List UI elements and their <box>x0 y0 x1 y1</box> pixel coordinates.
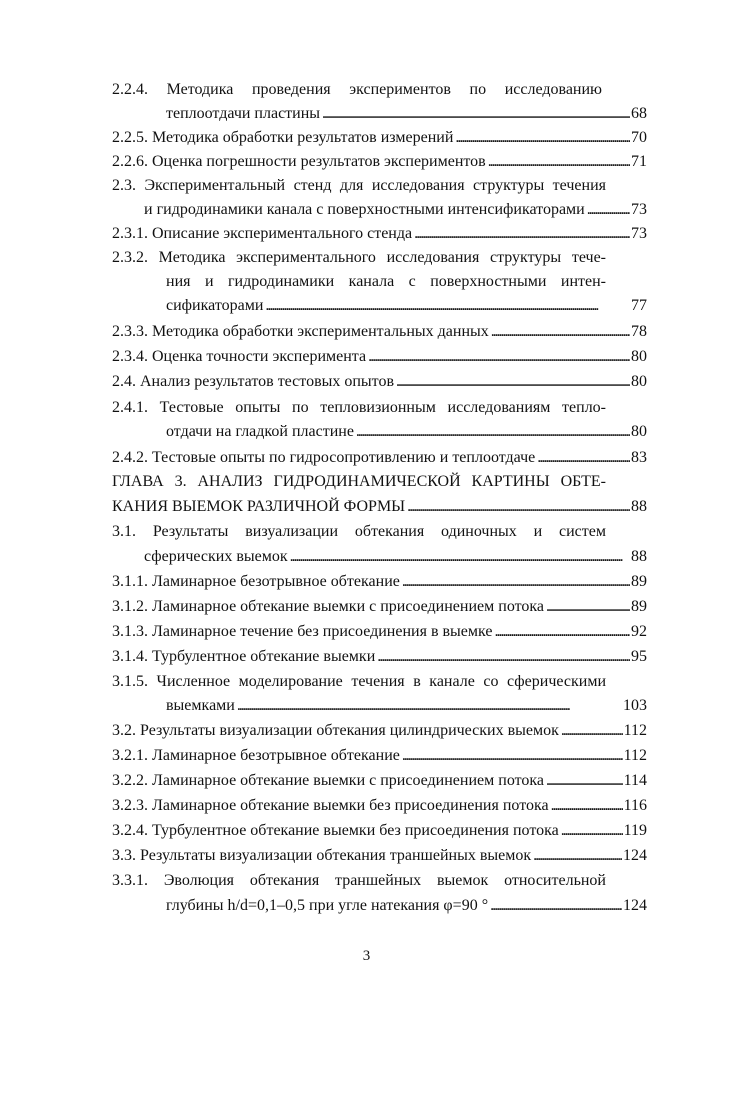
dot-leader <box>265 294 630 318</box>
toc-entry-text: КАНИЯ ВЫЕМОК РАЗЛИЧНОЙ ФОРМЫ <box>112 498 406 515</box>
dot-leader <box>546 769 623 793</box>
toc-page-number: 114 <box>623 772 647 789</box>
toc-entry-text: 2.2.6. Оценка погрешности результатов экспериментов <box>112 153 486 170</box>
toc-page-number: 80 <box>631 373 647 390</box>
toc-entry-2-4-1-line1: 2.4.1. Тестовые опыты по тепловизионным исследованиям тепло- <box>112 399 606 416</box>
toc-entry-3-1-1 <box>112 570 647 594</box>
toc-entry-3-3-1-line1: 3.3.1. Эволюция обтекания траншейных выемок относительной <box>112 872 606 889</box>
toc-entry-3-2 <box>112 719 647 743</box>
toc-entry-3-2-4 <box>112 819 647 843</box>
dot-leader <box>587 198 630 222</box>
toc-page-number: 78 <box>631 323 647 340</box>
toc-page-number: 80 <box>631 423 647 440</box>
dot-leader <box>356 420 630 444</box>
toc-entry-text: 3.2.2. Ламинарное обтекание выемки с присоединением потока <box>112 772 545 789</box>
toc-entry-text: сферических выемок <box>144 548 288 565</box>
dot-leader <box>537 446 630 470</box>
toc-entry-3-1-3 <box>112 620 647 644</box>
toc-entry-text: 3.1.1. Ламинарное безотрывное обтекание <box>112 573 400 590</box>
toc-entry-text: 3.2.1. Ламинарное безотрывное обтекание <box>112 747 400 764</box>
toc-entry-text: теплоотдачи пластины <box>166 105 321 122</box>
toc-entry-3-1-5-line1: 3.1.5. Численное моделирование течения в канале со сферическими <box>112 673 606 690</box>
toc-entry-3-2-3 <box>112 794 647 818</box>
dot-leader <box>488 150 630 174</box>
toc-entry-3-2-1 <box>112 744 647 768</box>
toc-page-number: 112 <box>623 747 647 764</box>
dot-leader <box>290 545 630 569</box>
toc-page-number: 80 <box>631 348 647 365</box>
toc-entry-3-1-5-line2 <box>166 694 647 718</box>
dot-leader <box>455 126 630 150</box>
toc-entry-2-4 <box>112 370 647 394</box>
dot-leader <box>368 345 630 369</box>
page-number: 3 <box>362 948 371 964</box>
toc-entry-text: 3.3. Результаты визуализации обтекания траншейных выемок <box>112 847 532 864</box>
toc-page-number: 103 <box>623 697 647 714</box>
toc-page-number: 92 <box>631 623 647 640</box>
toc-entry-text: 2.3.1. Описание экспериментального стенда <box>112 225 413 242</box>
toc-page-number: 95 <box>631 648 647 665</box>
dot-leader <box>546 595 630 619</box>
toc-entry-2-3-2-line1: 2.3.2. Методика экспериментального исследования структуры тече- <box>112 249 606 266</box>
dot-leader <box>533 844 622 868</box>
dot-leader <box>402 744 623 768</box>
toc-entry-2-3-2-line3 <box>166 294 647 318</box>
toc-page-number: 77 <box>631 297 647 314</box>
toc-entry-text: 3.1.3. Ламинарное течение без присоединения в выемке <box>112 623 493 640</box>
dot-leader <box>322 102 630 126</box>
toc-page-number: 124 <box>623 897 647 914</box>
toc-page-number: 71 <box>631 153 647 170</box>
toc-entry-text: 2.4. Анализ результатов тестовых опытов <box>112 373 395 390</box>
toc-entry-text: 2.4.2. Тестовые опыты по гидросопротивлению и теплоотдаче <box>112 449 536 466</box>
toc-entry-3-1-line2 <box>144 545 647 569</box>
toc-entry-2-3-3 <box>112 320 647 344</box>
toc-entry-2-3-1 <box>112 222 647 246</box>
toc-entry-3-1-4 <box>112 645 647 669</box>
toc-entry-3-1-line1: 3.1. Результаты визуализации обтекания одиночных и систем <box>112 523 606 540</box>
toc-entry-text: 3.1.2. Ламинарное обтекание выемки с присоединением потока <box>112 598 545 615</box>
toc-page-number: 88 <box>631 498 647 515</box>
dot-leader <box>495 620 630 644</box>
toc-chapter-3-line1: ГЛАВА 3. АНАЛИЗ ГИДРОДИНАМИЧЕСКОЙ КАРТИНЫ ОБТЕ- <box>112 473 606 490</box>
toc-entry-2-2-4-line2 <box>166 102 647 126</box>
toc-entry-text: сификаторами <box>166 297 264 314</box>
toc-entry-text: выемками <box>166 697 235 714</box>
toc-entry-2-2-5 <box>112 126 647 150</box>
toc-chapter-3-line2 <box>112 495 647 519</box>
toc-page-number: 89 <box>631 573 647 590</box>
toc-entry-text: 3.1.4. Турбулентное обтекание выемки <box>112 648 376 665</box>
toc-page-number: 89 <box>631 598 647 615</box>
toc-entry-text: 2.2.5. Методика обработки результатов измерений <box>112 129 454 146</box>
dot-leader <box>377 645 630 669</box>
toc-entry-2-4-2 <box>112 446 647 470</box>
toc-entry-3-3 <box>112 844 647 868</box>
toc-entry-2-3-4 <box>112 345 647 369</box>
dot-leader <box>237 694 622 718</box>
dot-leader <box>414 222 630 246</box>
dot-leader <box>490 894 622 918</box>
dot-leader <box>407 495 630 519</box>
toc-entry-2-3-2-line2: ния и гидродинамики канала с поверхностными интен- <box>166 273 606 290</box>
toc-page-number: 68 <box>631 105 647 122</box>
toc-entry-2-4-1-line2 <box>166 420 647 444</box>
toc-entry-text: глубины h/d=0,1–0,5 при угле натекания φ=90 ° <box>166 897 489 914</box>
toc-entry-2-2-6 <box>112 150 647 174</box>
toc-entry-3-1-2 <box>112 595 647 619</box>
toc-page-number: 88 <box>631 548 647 565</box>
toc-entry-text: 2.3.4. Оценка точности эксперимента <box>112 348 367 365</box>
toc-entry-text: отдачи на гладкой пластине <box>166 423 354 440</box>
toc-page-number: 73 <box>631 201 647 218</box>
toc-entry-2-2-4-line1: 2.2.4. Методика проведения экспериментов по исследованию <box>112 81 602 98</box>
toc-entry-3-3-1-line2 <box>166 894 647 918</box>
toc-page-number: 116 <box>623 797 647 814</box>
toc-entry-text: и гидродинамики канала с поверхностными интенсификаторами <box>144 201 585 218</box>
toc-entry-text: 2.3.3. Методика обработки экспериментальных данных <box>112 323 489 340</box>
dot-leader <box>551 794 623 818</box>
toc-entry-2-3-line2 <box>144 198 647 222</box>
toc-entry-text: 3.2. Результаты визуализации обтекания цилиндрических выемок <box>112 722 559 739</box>
toc-entry-2-3-line1: 2.3. Экспериментальный стенд для исследования структуры течения <box>112 177 606 194</box>
toc-entry-3-2-2 <box>112 769 647 793</box>
dot-leader <box>561 819 623 843</box>
toc-entry-text: 3.2.3. Ламинарное обтекание выемки без присоединения потока <box>112 797 549 814</box>
dot-leader <box>491 320 630 344</box>
toc-page-number: 119 <box>623 822 647 839</box>
toc-page-number: 70 <box>631 129 647 146</box>
dot-leader <box>402 570 630 594</box>
toc-page-number: 112 <box>623 722 647 739</box>
dot-leader <box>561 719 623 743</box>
toc-page-number: 73 <box>631 225 647 242</box>
toc-entry-text: 3.2.4. Турбулентное обтекание выемки без присоединения потока <box>112 822 559 839</box>
toc-page-number: 83 <box>631 449 647 466</box>
toc-page-number: 124 <box>623 847 647 864</box>
dot-leader <box>396 370 630 394</box>
